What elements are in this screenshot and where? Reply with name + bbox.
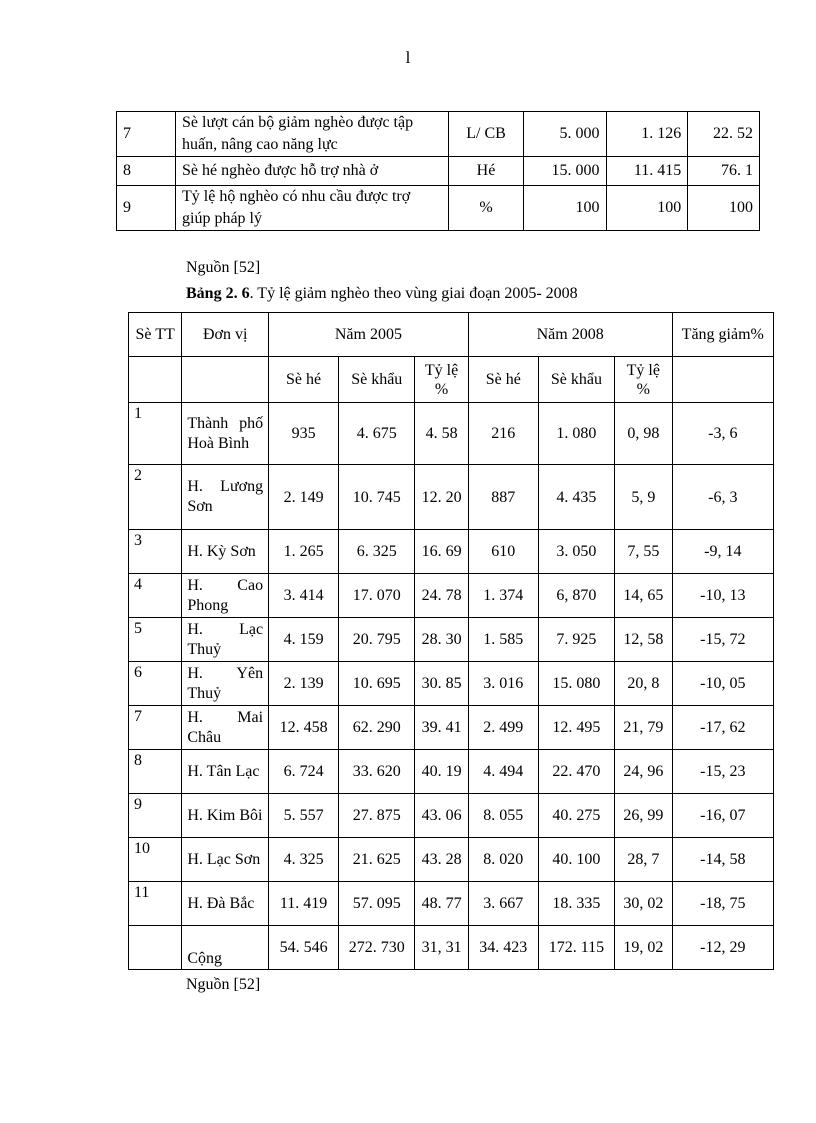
persons-2008: 1. 080 <box>538 403 614 465</box>
households-2005: 4. 325 <box>269 838 339 882</box>
persons-2005: 27. 875 <box>339 794 415 838</box>
households-2005: 3. 414 <box>269 574 339 618</box>
households-2008: 1. 374 <box>468 574 538 618</box>
households-2008: 3. 667 <box>468 882 538 926</box>
row-number: 8 <box>117 157 176 186</box>
change-percent: -12, 29 <box>672 926 773 970</box>
header-persons-2008: Sè khẩu <box>538 357 614 403</box>
table-caption <box>186 285 578 303</box>
rate-2008: 24, 96 <box>615 750 672 794</box>
table-row-total <box>129 926 774 970</box>
unit-name: Cộng <box>182 926 269 970</box>
table-row <box>129 662 774 706</box>
row-number: 5 <box>129 618 182 662</box>
indicator-value: 11. 415 <box>606 157 688 186</box>
rate-2008: 30, 02 <box>615 882 672 926</box>
rate-2008: 26, 99 <box>615 794 672 838</box>
row-number: 3 <box>129 530 182 574</box>
header-persons-2005: Sè khẩu <box>339 357 415 403</box>
persons-2008: 12. 495 <box>538 706 614 750</box>
source-note: Nguồn [52] <box>186 259 261 276</box>
indicator-unit: L/ CB <box>449 112 524 157</box>
persons-2005: 10. 745 <box>339 465 415 530</box>
households-2008: 610 <box>468 530 538 574</box>
rate-2008: 14, 65 <box>615 574 672 618</box>
change-percent: -17, 62 <box>672 706 773 750</box>
persons-2005: 17. 070 <box>339 574 415 618</box>
header-year-2005: Năm 2005 <box>269 313 469 357</box>
households-2008: 8. 020 <box>468 838 538 882</box>
households-2008: 1. 585 <box>468 618 538 662</box>
households-2005: 4. 159 <box>269 618 339 662</box>
row-number: 2 <box>129 465 182 530</box>
change-percent: -10, 05 <box>672 662 773 706</box>
rate-2005: 31, 31 <box>415 926 468 970</box>
persons-2005: 20. 795 <box>339 618 415 662</box>
persons-2005: 4. 675 <box>339 403 415 465</box>
header-households-2005: Sè hé <box>269 357 339 403</box>
row-number: 6 <box>129 662 182 706</box>
unit-name: H. Kim Bôi <box>182 794 269 838</box>
unit-name: Thành phố Hoà Bình <box>182 403 269 465</box>
row-number: 4 <box>129 574 182 618</box>
row-number: 10 <box>129 838 182 882</box>
persons-2008: 40. 275 <box>538 794 614 838</box>
indicator-value: 100 <box>688 186 760 231</box>
header-empty <box>129 357 182 403</box>
table-row <box>129 465 774 530</box>
persons-2005: 272. 730 <box>339 926 415 970</box>
change-percent: -16, 07 <box>672 794 773 838</box>
persons-2005: 21. 625 <box>339 838 415 882</box>
rate-2005: 43. 28 <box>415 838 468 882</box>
table-row <box>117 186 760 231</box>
rate-2005: 39. 41 <box>415 706 468 750</box>
table-row <box>117 157 760 186</box>
row-number: 1 <box>129 403 182 465</box>
persons-2005: 33. 620 <box>339 750 415 794</box>
households-2005: 935 <box>269 403 339 465</box>
indicator-description: Sè lượt cán bộ giảm nghèo được tập huấn, nâng cao năng lực <box>176 112 449 157</box>
indicator-value: 22. 52 <box>688 112 760 157</box>
table-row <box>129 882 774 926</box>
indicator-value: 100 <box>524 186 607 231</box>
change-percent: -15, 72 <box>672 618 773 662</box>
rate-2005: 24. 78 <box>415 574 468 618</box>
rate-2005: 4. 58 <box>415 403 468 465</box>
table-row <box>129 574 774 618</box>
persons-2008: 6, 870 <box>538 574 614 618</box>
rate-2005: 28. 30 <box>415 618 468 662</box>
source-note: Nguồn [52] <box>186 976 261 993</box>
row-number: 7 <box>117 112 176 157</box>
persons-2005: 62. 290 <box>339 706 415 750</box>
households-2005: 2. 139 <box>269 662 339 706</box>
persons-2008: 172. 115 <box>538 926 614 970</box>
indicator-description: Sè hé nghèo được hỗ trợ nhà ở <box>176 157 449 186</box>
row-number: 11 <box>129 882 182 926</box>
households-2008: 2. 499 <box>468 706 538 750</box>
rate-2005: 43. 06 <box>415 794 468 838</box>
rate-2005: 12. 20 <box>415 465 468 530</box>
unit-name: H. Lương Sơn <box>182 465 269 530</box>
rate-2008: 19, 02 <box>615 926 672 970</box>
header-row <box>129 313 774 357</box>
persons-2005: 10. 695 <box>339 662 415 706</box>
unit-name: H. Lạc Sơn <box>182 838 269 882</box>
indicator-unit: % <box>449 186 524 231</box>
indicator-value: 5. 000 <box>524 112 607 157</box>
rate-2008: 20, 8 <box>615 662 672 706</box>
indicator-description: Tỷ lệ hộ nghèo có nhu cầu được trợ giúp pháp lý <box>176 186 449 231</box>
table-row <box>129 706 774 750</box>
table-row <box>129 838 774 882</box>
households-2005: 11. 419 <box>269 882 339 926</box>
row-number: 9 <box>129 794 182 838</box>
persons-2005: 57. 095 <box>339 882 415 926</box>
unit-name: H. Tân Lạc <box>182 750 269 794</box>
unit-name: H. Yên Thuỷ <box>182 662 269 706</box>
rate-2008: 21, 79 <box>615 706 672 750</box>
persons-2008: 40. 100 <box>538 838 614 882</box>
table-poverty-reduction-by-region <box>128 312 774 970</box>
households-2008: 887 <box>468 465 538 530</box>
table-row <box>129 403 774 465</box>
table-caption-label: Bảng 2. 6 <box>186 285 250 302</box>
table-continued-indicators <box>116 111 760 231</box>
rate-2005: 48. 77 <box>415 882 468 926</box>
rate-2008: 28, 7 <box>615 838 672 882</box>
households-2005: 2. 149 <box>269 465 339 530</box>
households-2005: 1. 265 <box>269 530 339 574</box>
households-2005: 6. 724 <box>269 750 339 794</box>
rate-2008: 7, 55 <box>615 530 672 574</box>
unit-name: H. Cao Phong <box>182 574 269 618</box>
change-percent: -15, 23 <box>672 750 773 794</box>
indicator-value: 1. 126 <box>606 112 688 157</box>
households-2008: 4. 494 <box>468 750 538 794</box>
persons-2005: 6. 325 <box>339 530 415 574</box>
table-row <box>129 530 774 574</box>
header-year-2008: Năm 2008 <box>468 313 672 357</box>
change-percent: -6, 3 <box>672 465 773 530</box>
persons-2008: 4. 435 <box>538 465 614 530</box>
households-2008: 34. 423 <box>468 926 538 970</box>
table-row <box>117 112 760 157</box>
change-percent: -14, 58 <box>672 838 773 882</box>
rate-2005: 30. 85 <box>415 662 468 706</box>
rate-2008: 0, 98 <box>615 403 672 465</box>
unit-name: H. Kỳ Sơn <box>182 530 269 574</box>
rate-2008: 12, 58 <box>615 618 672 662</box>
households-2005: 54. 546 <box>269 926 339 970</box>
households-2005: 5. 557 <box>269 794 339 838</box>
persons-2008: 15. 080 <box>538 662 614 706</box>
indicator-value: 76. 1 <box>688 157 760 186</box>
unit-name: H. Đà Bắc <box>182 882 269 926</box>
unit-name: H. Lạc Thuỷ <box>182 618 269 662</box>
table-row <box>129 618 774 662</box>
persons-2008: 7. 925 <box>538 618 614 662</box>
header-households-2008: Sè hé <box>468 357 538 403</box>
header-subrow <box>129 357 774 403</box>
row-number: 7 <box>129 706 182 750</box>
row-number: 9 <box>117 186 176 231</box>
persons-2008: 22. 470 <box>538 750 614 794</box>
header-stt: Sè TT <box>129 313 182 357</box>
header-rate-2005: Tỷ lệ % <box>415 357 468 403</box>
households-2008: 8. 055 <box>468 794 538 838</box>
change-percent: -18, 75 <box>672 882 773 926</box>
unit-name: H. Mai Châu <box>182 706 269 750</box>
table-row <box>129 750 774 794</box>
header-empty <box>182 357 269 403</box>
indicator-unit: Hé <box>449 157 524 186</box>
page-number: l <box>405 48 411 67</box>
header-unit: Đơn vị <box>182 313 269 357</box>
households-2008: 3. 016 <box>468 662 538 706</box>
header-empty <box>672 357 773 403</box>
table-row <box>129 794 774 838</box>
indicator-value: 100 <box>606 186 688 231</box>
change-percent: -3, 6 <box>672 403 773 465</box>
change-percent: -9, 14 <box>672 530 773 574</box>
rate-2008: 5, 9 <box>615 465 672 530</box>
row-number: 8 <box>129 750 182 794</box>
change-percent: -10, 13 <box>672 574 773 618</box>
indicator-value: 15. 000 <box>524 157 607 186</box>
header-rate-2008: Tỷ lệ % <box>615 357 672 403</box>
rate-2005: 16. 69 <box>415 530 468 574</box>
persons-2008: 3. 050 <box>538 530 614 574</box>
row-number <box>129 926 182 970</box>
persons-2008: 18. 335 <box>538 882 614 926</box>
rate-2005: 40. 19 <box>415 750 468 794</box>
table-caption-text: . Tỷ lệ giảm nghèo theo vùng giai đoạn 2005- 2008 <box>249 285 578 302</box>
households-2005: 12. 458 <box>269 706 339 750</box>
households-2008: 216 <box>468 403 538 465</box>
header-change: Tăng giảm% <box>672 313 773 357</box>
